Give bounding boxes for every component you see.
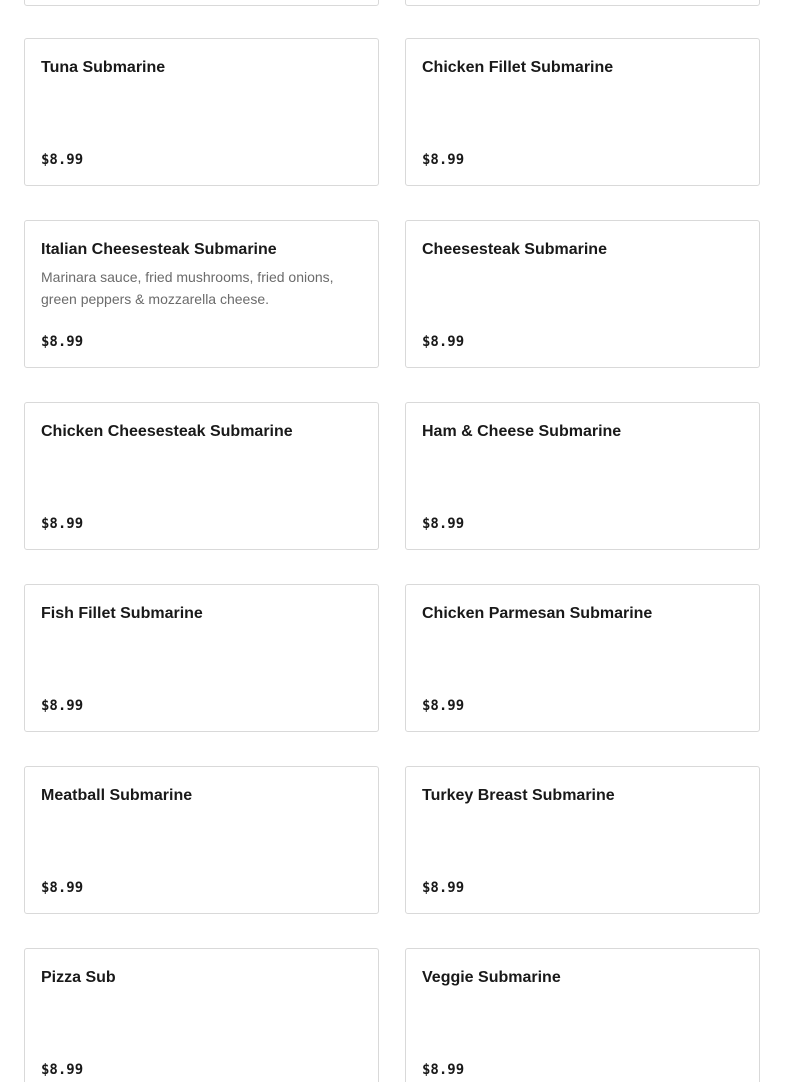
menu-item-price: $8.99: [422, 516, 465, 532]
menu-item-card-pizza-sub[interactable]: [24, 948, 379, 1082]
menu-item-card-veggie-submarine[interactable]: [405, 948, 760, 1082]
menu-item-price: $8.99: [41, 1062, 84, 1078]
menu-item-price: $8.99: [422, 698, 465, 714]
menu-item-name: Pizza Sub: [41, 969, 116, 986]
menu-item-name: Chicken Cheesesteak Submarine: [41, 423, 293, 440]
menu-item-card-meatball-submarine[interactable]: [24, 766, 379, 914]
menu-item-price: $8.99: [41, 334, 84, 350]
menu-item-price: $8.99: [41, 152, 84, 168]
menu-item-card-chicken-cheesesteak-submarine[interactable]: [24, 402, 379, 550]
menu-item-card-chicken-fillet-submarine[interactable]: [405, 38, 760, 186]
menu-item-name: Fish Fillet Submarine: [41, 605, 203, 622]
menu-item-name: Cheesesteak Submarine: [422, 241, 607, 258]
menu-item-price: $8.99: [41, 698, 84, 714]
menu-item-card-tuna-submarine[interactable]: [24, 38, 379, 186]
menu-item-name: Meatball Submarine: [41, 787, 193, 804]
menu-item-card-fish-fillet-submarine[interactable]: [24, 584, 379, 732]
menu-item-card-cheesesteak-submarine[interactable]: [405, 220, 760, 368]
menu-item-card-chicken-parmesan-submarine[interactable]: [405, 584, 760, 732]
menu-item-name: Tuna Submarine: [41, 59, 166, 76]
menu-item-price: $8.99: [422, 880, 465, 896]
menu-item-name: Ham & Cheese Submarine: [422, 423, 622, 440]
menu-item-card-ham-cheese-submarine[interactable]: [405, 402, 760, 550]
menu-item-description: Marinara sauce, fried mushrooms, fried onions, green peppers & mozzarella cheese.: [41, 269, 334, 307]
menu-item-name: Chicken Fillet Submarine: [422, 59, 614, 76]
menu-item-price: $8.99: [41, 516, 84, 532]
menu-item-name: Italian Cheesesteak Submarine: [41, 241, 277, 258]
menu-item-card-italian-cheesesteak-submarine[interactable]: [24, 220, 379, 368]
menu-item-price: $8.99: [422, 334, 465, 350]
menu-item-name: Chicken Parmesan Submarine: [422, 605, 653, 622]
menu-item-card[interactable]: [24, 0, 379, 6]
menu-item-price: $8.99: [422, 152, 465, 168]
menu-item-name: Turkey Breast Submarine: [422, 787, 615, 804]
menu-item-card-turkey-breast-submarine[interactable]: [405, 766, 760, 914]
menu-item-card[interactable]: [405, 0, 760, 6]
menu-item-price: $8.99: [41, 880, 84, 896]
menu-item-name: Veggie Submarine: [422, 969, 561, 986]
menu-item-price: $8.99: [422, 1062, 465, 1078]
